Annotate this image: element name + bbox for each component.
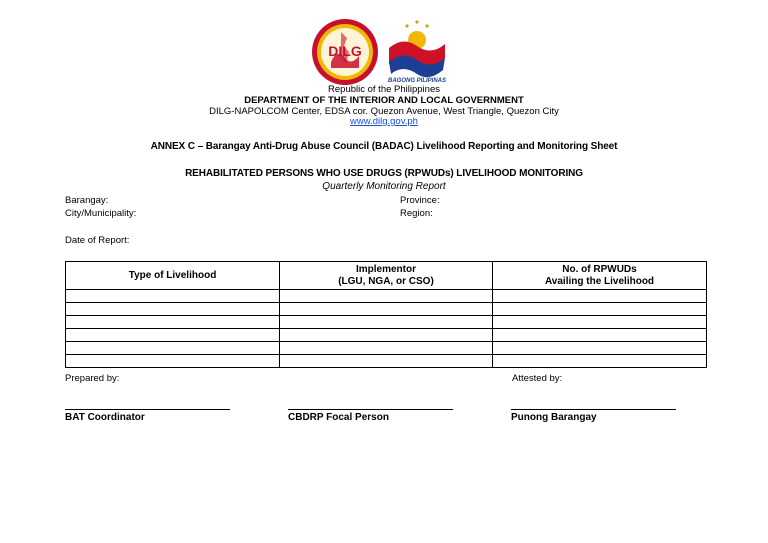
- table-row: [66, 303, 707, 316]
- table-cell[interactable]: [493, 342, 707, 355]
- report-subtitle: Quarterly Monitoring Report: [322, 181, 446, 192]
- signature-line-cbdrp: [288, 409, 453, 410]
- header-implementor-line1: Implementor: [355, 263, 416, 275]
- table-cell[interactable]: [66, 316, 280, 329]
- website-link-wrap: [0, 116, 768, 127]
- livelihood-table: [65, 261, 707, 368]
- annex-title: ANNEX C – Barangay Anti-Drug Abuse Council (BADAC) Livelihood Reporting and Monitoring Sheet: [150, 141, 618, 152]
- table-cell[interactable]: [66, 329, 280, 342]
- province-label: Province:: [400, 195, 440, 206]
- table-row: [66, 316, 707, 329]
- header-implementor: [280, 262, 493, 290]
- table-row: [66, 355, 707, 368]
- republic-text: Republic of the Philippines: [328, 84, 440, 95]
- department-name: DEPARTMENT OF THE INTERIOR AND LOCAL GOVERNMENT: [244, 95, 524, 106]
- table-row: [66, 329, 707, 342]
- header-no-of-rpwuds: [493, 262, 707, 290]
- dilg-seal-logo: [311, 18, 379, 86]
- table-cell[interactable]: [280, 316, 493, 329]
- table-cell[interactable]: [66, 355, 280, 368]
- table-cell[interactable]: [66, 303, 280, 316]
- date-label: Date of Report:: [65, 235, 130, 246]
- bagong-pilipinas-logo: [383, 18, 453, 84]
- header-implementor-line2: (LGU, NGA, or CSO): [338, 275, 434, 287]
- svg-text:DILG: DILG: [328, 43, 362, 59]
- barangay-label: Barangay:: [65, 195, 109, 206]
- header-type-of-livelihood: Type of Livelihood: [66, 262, 280, 290]
- svg-text:BAGONG PILIPINAS: BAGONG PILIPINAS: [387, 78, 447, 84]
- table-row: [66, 342, 707, 355]
- table-cell[interactable]: [66, 342, 280, 355]
- cbdrp-focal-person-label: CBDRP Focal Person: [288, 412, 389, 423]
- table-cell[interactable]: [280, 355, 493, 368]
- header-rpwuds-line1: No. of RPWUDs: [562, 263, 637, 275]
- table-cell[interactable]: [493, 316, 707, 329]
- bat-coordinator-label: BAT Coordinator: [65, 412, 145, 423]
- table-cell[interactable]: [280, 342, 493, 355]
- signature-line-bat: [65, 409, 230, 410]
- region-label: Region:: [400, 208, 433, 219]
- city-label: City/Municipality:: [65, 208, 137, 219]
- report-title: REHABILITATED PERSONS WHO USE DRUGS (RPWUDs) LIVELIHOOD MONITORING: [185, 168, 583, 179]
- table-cell[interactable]: [493, 290, 707, 303]
- header-rpwuds-line2: Availing the Livelihood: [544, 275, 655, 287]
- table-cell[interactable]: [493, 355, 707, 368]
- website-link[interactable]: www.dilg.gov.ph: [350, 116, 418, 127]
- table-cell[interactable]: [280, 303, 493, 316]
- table-cell[interactable]: [66, 290, 280, 303]
- address-text: DILG-NAPOLCOM Center, EDSA cor. Quezon Avenue, West Triangle, Quezon City: [209, 106, 559, 117]
- attested-by-label: Attested by:: [512, 373, 563, 384]
- punong-barangay-label: Punong Barangay: [511, 412, 597, 423]
- table-cell[interactable]: [493, 303, 707, 316]
- signature-line-punong: [511, 409, 676, 410]
- table-cell[interactable]: [280, 329, 493, 342]
- table-cell[interactable]: [280, 290, 493, 303]
- table-header-row: [66, 262, 707, 290]
- table-row: [66, 290, 707, 303]
- table-cell[interactable]: [493, 329, 707, 342]
- prepared-by-label: Prepared by:: [65, 373, 120, 384]
